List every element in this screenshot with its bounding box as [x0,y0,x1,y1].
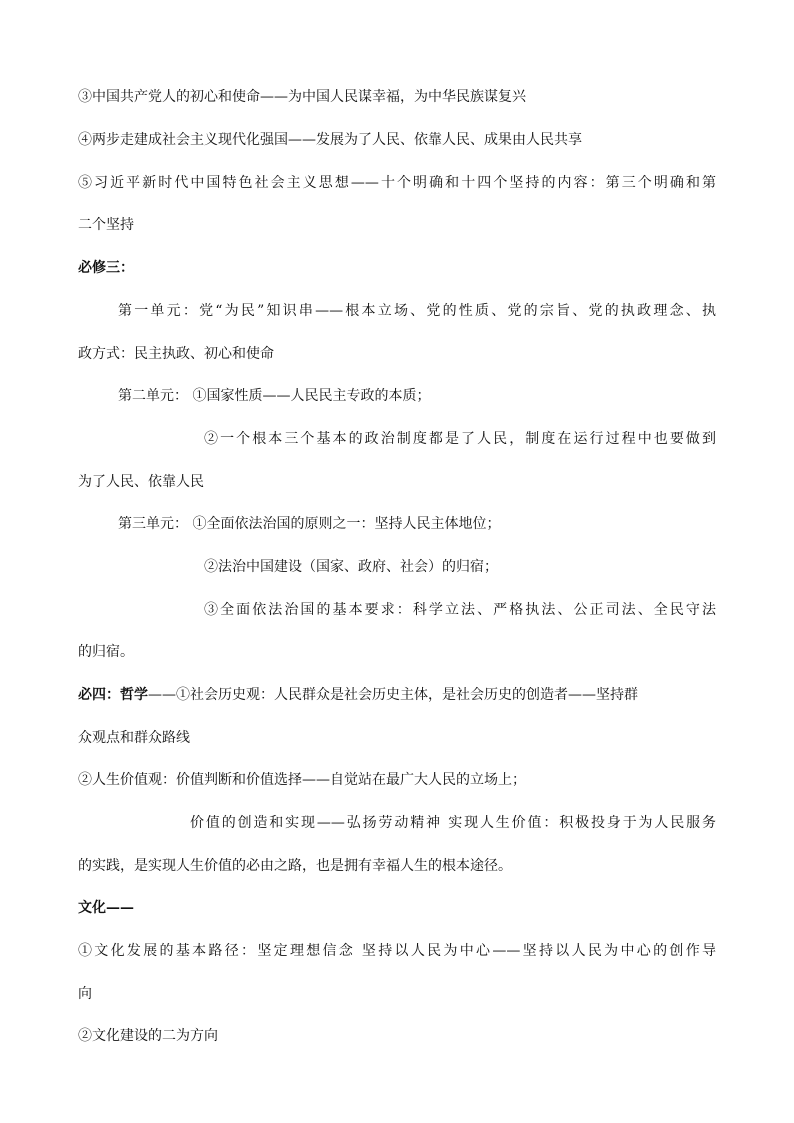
text-line: 的实践，是实现人生价值的必由之路，也是拥有幸福人生的根本途径。 [78,858,512,874]
text-line: 政方式：民主执政、初心和使命 [78,346,274,362]
text-line: 向 [78,986,92,1002]
text-line: 的归宿。 [78,644,134,660]
text-line: 第二单元： ①国家性质——人民民主专政的本质； [118,388,431,404]
text-line: ②文化建设的二为方向 [78,1028,218,1044]
text-line: ③中国共产党人的初心和使命——为中国人民谋幸福，为中华民族谋复兴 [78,89,526,105]
text-line: 为了人民、依靠人民 [78,474,204,490]
text-line: 二个坚持 [78,217,134,233]
text-line: ②一个根本三个基本的政治制度都是了人民，制度在运行过程中也要做到 [204,431,716,447]
text-line: 必四：哲学——①社会历史观：人民群众是社会历史主体，是社会历史的创造者——坚持群 [78,687,638,703]
text-line: 第一单元：党“为民”知识串——根本立场、党的性质、党的宗旨、党的执政理念、执 [118,303,716,319]
text-line: 价值的创造和实现——弘扬劳动精神 实现人生价值：积极投身于为人民服务 [190,815,716,831]
text-line: ④两步走建成社会主义现代化强国——发展为了人民、依靠人民、成果由人民共享 [78,132,582,148]
section-heading: 必修三： [78,260,134,276]
text-line: ②法治中国建设（国家、政府、社会）的归宿； [204,559,498,575]
text-line: 第三单元： ①全面依法治国的原则之一：坚持人民主体地位； [118,516,501,532]
text-line: ①文化发展的基本路径：坚定理想信念 坚持以人民为中心——坚持以人民为中心的创作导 [78,943,716,959]
text-line: ②人生价值观：价值判断和价值选择——自觉站在最广大人民的立场上； [78,772,526,788]
text-line: 众观点和群众路线 [78,730,190,746]
text-line: ⑤习近平新时代中国特色社会主义思想——十个明确和十四个坚持的内容：第三个明确和第 [78,175,716,191]
section-heading: 必四：哲学 [78,687,148,703]
text-line: ③全面依法治国的基本要求：科学立法、严格执法、公正司法、全民守法 [204,602,716,618]
section-heading: 文化—— [78,900,134,916]
